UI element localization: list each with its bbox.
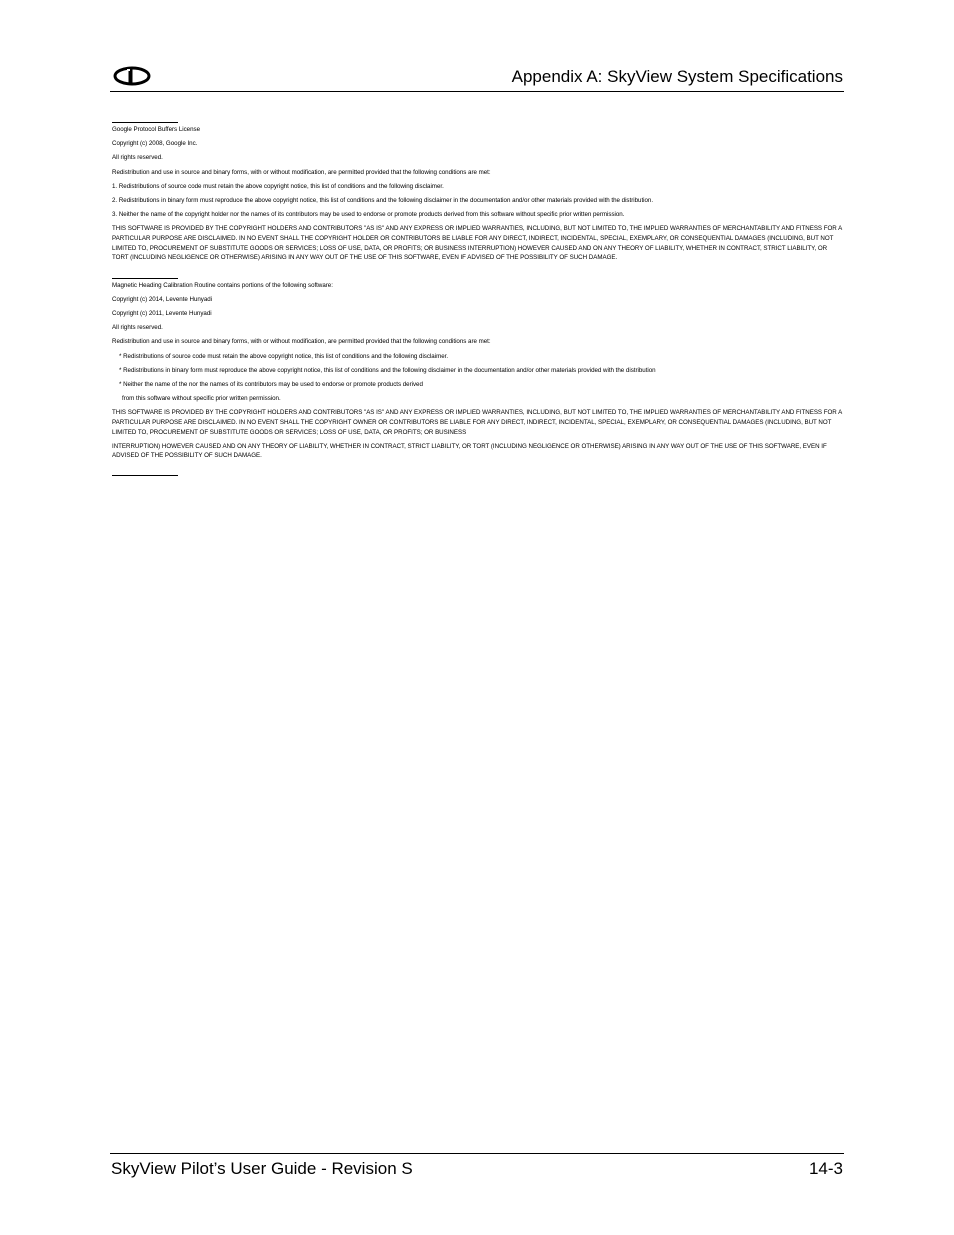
page-header	[110, 62, 844, 92]
footer-guide-title: SkyView Pilot’s User Guide - Revision S	[111, 1159, 413, 1178]
license-paragraph: Redistribution and use in source and binary forms, with or without modification, are permitted provided that the following conditions are met:	[112, 168, 491, 176]
page-number: 14-3	[808, 1159, 843, 1178]
page-footer	[110, 1153, 844, 1178]
license-paragraph: THIS SOFTWARE IS PROVIDED BY THE COPYRIGHT HOLDERS AND CONTRIBUTORS "AS IS" AND ANY EXPRESS OR IMPLIED WARRANTIES, INCLUDING, BUT NOT LIMITED TO, THE IMPLIED WARRANTIES OF MERCHANTABILITY AND FITNESS FOR A PARTICULAR PURPOSE ARE DISCLAIMED. IN NO EVENT SHALL THE COPYRIGHT OWNER OR CONTRIBUTORS BE LIABLE FOR ANY DIRECT, INDIRECT, INCIDENTAL, SPECIAL, EXEMPLARY, OR CONSEQUENTIAL DAMAGES (INCLUDING, BUT NOT LIMITED TO, PROCUREMENT OF SUBSTITUTE GOODS OR SERVICES; LOSS OF USE, DATA, OR PROFITS; OR BUSINESS	[112, 409, 842, 436]
license-paragraph: Copyright (c) 2014, Levente Hunyadi	[112, 295, 213, 303]
license-paragraph: Magnetic Heading Calibration Routine contains portions of the following software:	[112, 281, 333, 289]
license-paragraph: 1. Redistributions of source code must retain the above copyright notice, this list of conditions and the following disclaimer.	[112, 182, 444, 190]
license-paragraph: * Redistributions in binary form must reproduce the above copyright notice, this list of conditions and the following disclaimer in the documentation and/or other materials provided with the distribution	[119, 366, 656, 374]
dynon-logo-icon	[110, 66, 154, 86]
section-separator	[112, 113, 178, 123]
license-paragraph: INTERRUPTION) HOWEVER CAUSED AND ON ANY THEORY OF LIABILITY, WHETHER IN CONTRACT, STRICT LIABILITY, OR TORT (INCLUDING NEGLIGENCE OR OTHERWISE) ARISING IN ANY WAY OUT OF THE USE OF THIS SOFTWARE, EVEN IF ADVISED OF THE POSSIBILITY OF SUCH DAMAGE.	[112, 442, 827, 460]
license-paragraph: Copyright (c) 2011, Levente Hunyadi	[112, 310, 212, 318]
license-paragraph: All rights reserved.	[112, 154, 163, 162]
license-paragraph: * Redistributions of source code must retain the above copyright notice, this list of conditions and the following disclaimer.	[119, 352, 449, 360]
license-paragraph: All rights reserved.	[112, 324, 163, 332]
license-paragraph: * Neither the name of the nor the names of its contributors may be used to endorse or promote products derived	[119, 381, 423, 388]
license-paragraph: Google Protocol Buffers License	[112, 126, 201, 133]
header-title: Appendix A: SkyView System Specifications	[511, 67, 843, 86]
license-paragraph: Copyright (c) 2008, Google Inc.	[112, 140, 198, 148]
license-paragraph: from this software without specific prior written permission.	[122, 395, 281, 403]
license-paragraph: 3. Neither the name of the copyright holder nor the names of its contributors may be used to endorse or promote products derived from this software without specific prior written permission.	[112, 211, 625, 219]
license-paragraph: Redistribution and use in source and binary forms, with or without modification, are permitted provided that the following conditions are met:	[112, 338, 491, 346]
section-separator	[112, 269, 178, 279]
license-paragraph: 2. Redistributions in binary form must reproduce the above copyright notice, this list of conditions and the following disclaimer in the documentation and/or other materials provided with the distribution.	[112, 196, 654, 204]
section-separator	[112, 466, 178, 476]
license-text-body	[112, 113, 843, 478]
license-paragraph: THIS SOFTWARE IS PROVIDED BY THE COPYRIGHT HOLDERS AND CONTRIBUTORS "AS IS" AND ANY EXPRESS OR IMPLIED WARRANTIES, INCLUDING, BUT NOT LIMITED TO, THE IMPLIED WARRANTIES OF MERCHANTABILITY AND FITNESS FOR A PARTICULAR PURPOSE ARE DISCLAIMED. IN NO EVENT SHALL THE COPYRIGHT HOLDER OR CONTRIBUTORS BE LIABLE FOR ANY DIRECT, INDIRECT, INCIDENTAL, SPECIAL, EXEMPLARY, OR CONSEQUENTIAL DAMAGES (INCLUDING, BUT NOT LIMITED TO, PROCUREMENT OF SUBSTITUTE GOODS OR SERVICES; LOSS OF USE, DATA, OR PROFITS; OR BUSINESS INTERRUPTION) HOWEVER CAUSED AND ON ANY THEORY OF LIABILITY, WHETHER IN CONTRACT, STRICT LIABILITY, OR TORT (INCLUDING NEGLIGENCE OR OTHERWISE) ARISING IN ANY WAY OUT OF THE USE OF THIS SOFTWARE, EVEN IF ADVISED OF THE POSSIBILITY OF SUCH DAMAGE.	[112, 225, 842, 262]
